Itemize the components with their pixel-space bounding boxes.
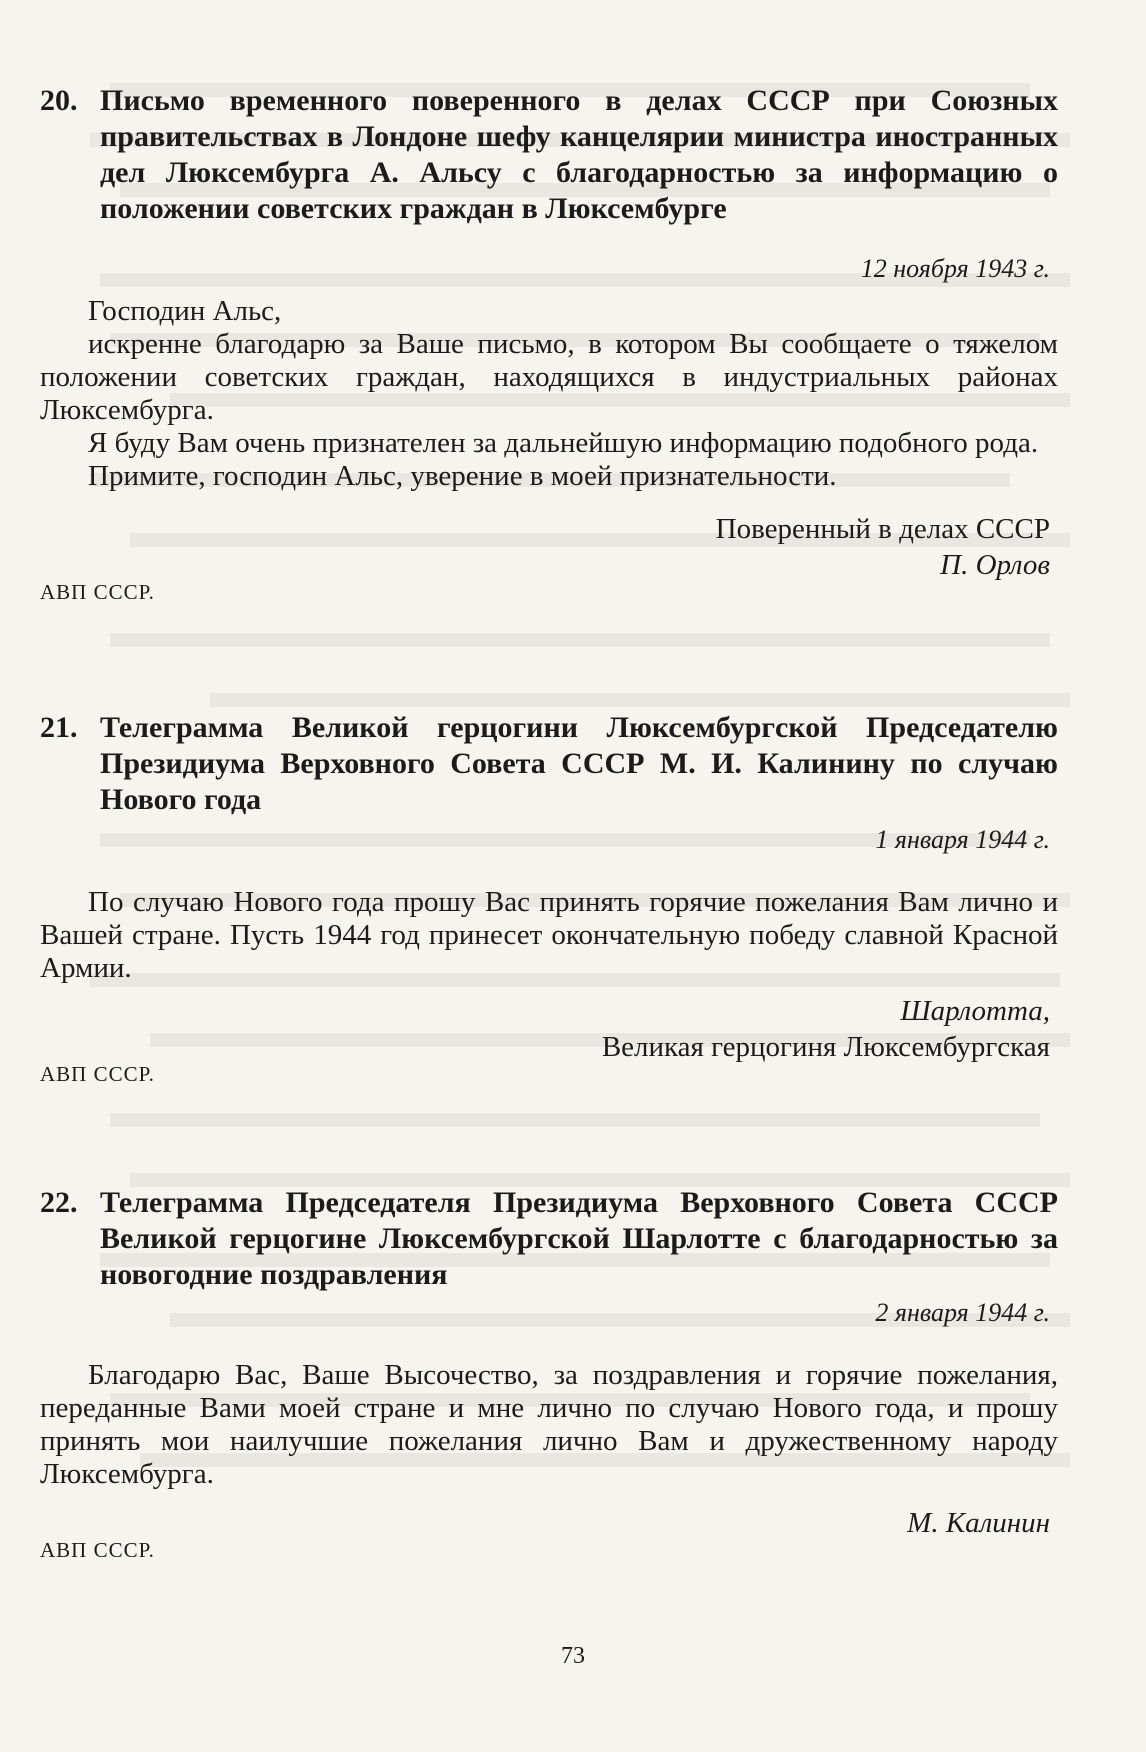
- document-number: 20.: [40, 84, 78, 117]
- signature-name: П. Орлов: [940, 549, 1050, 581]
- paragraph: Примите, господин Альс, уверение в моей признательности.: [88, 460, 837, 492]
- paragraph: Я буду Вам очень признателен за дальнейшую информацию подобного рода.: [88, 427, 1039, 459]
- document-date: 12 ноября 1943 г.: [860, 254, 1050, 283]
- document-heading: [40, 1185, 1058, 1293]
- page-number: 73: [561, 1643, 585, 1669]
- document-body: [40, 295, 1058, 493]
- document-heading: [40, 710, 1058, 818]
- document-21: [40, 710, 1058, 1087]
- signature-name: М. Калинин: [907, 1507, 1050, 1539]
- document-number: 22.: [40, 1186, 78, 1219]
- paragraph: искренне благодарю за Ваше письмо, в котором Вы сообщаете о тяжелом положении советских граждан, находящихся в индустриальных районах Люксембурга.: [40, 328, 1058, 426]
- signature-title: Поверенный в делах СССР: [715, 513, 1050, 545]
- signature-name: Шарлотта,: [900, 995, 1050, 1027]
- signature-title: Великая герцогиня Люксембургская: [601, 1031, 1050, 1063]
- paragraph: Благодарю Вас, Ваше Высочество, за поздравления и горячие пожелания, переданные Вами моей стране и мне лично по случаю Нового года, и прошу принять мои наилучшие пожелания лично Вам и дружественному народу Люксембурга.: [40, 1359, 1058, 1490]
- archive-source: АВП СССР.: [40, 1538, 155, 1562]
- document-body: [40, 1359, 1058, 1491]
- document-title: Телеграмма Великой герцогини Люксембургской Председателю Президиума Верховного Совета СССР М. И. Калинину по случаю Нового года: [100, 711, 1058, 816]
- document-heading: [40, 83, 1058, 227]
- document-title: Телеграмма Председателя Президиума Верховного Совета СССР Великой герцогине Люксембургской Шарлотте с благодарностью за новогодние поздравления: [100, 1186, 1058, 1291]
- document-20: [40, 83, 1058, 605]
- archive-source: АВП СССР.: [40, 1062, 155, 1086]
- document-number: 21.: [40, 711, 78, 744]
- paragraph: По случаю Нового года прошу Вас принять горячие пожелания Вам лично и Вашей стране. Пусть 1944 год принесет окончательную победу славной Красной Армии.: [40, 886, 1058, 984]
- document-22: [40, 1185, 1058, 1563]
- document-body: [40, 886, 1058, 985]
- salutation: Господин Альс,: [88, 295, 282, 327]
- document-title: Письмо временного поверенного в делах СССР при Союзных правительствах в Лондоне шефу канцелярии министра иностранных дел Люксембурга А. Альсу с благодарностью за информацию о положении советских граждан в Люксембурге: [100, 84, 1058, 225]
- archive-source: АВП СССР.: [40, 580, 155, 604]
- document-date: 1 января 1944 г.: [875, 825, 1050, 854]
- document-date: 2 января 1944 г.: [875, 1298, 1050, 1327]
